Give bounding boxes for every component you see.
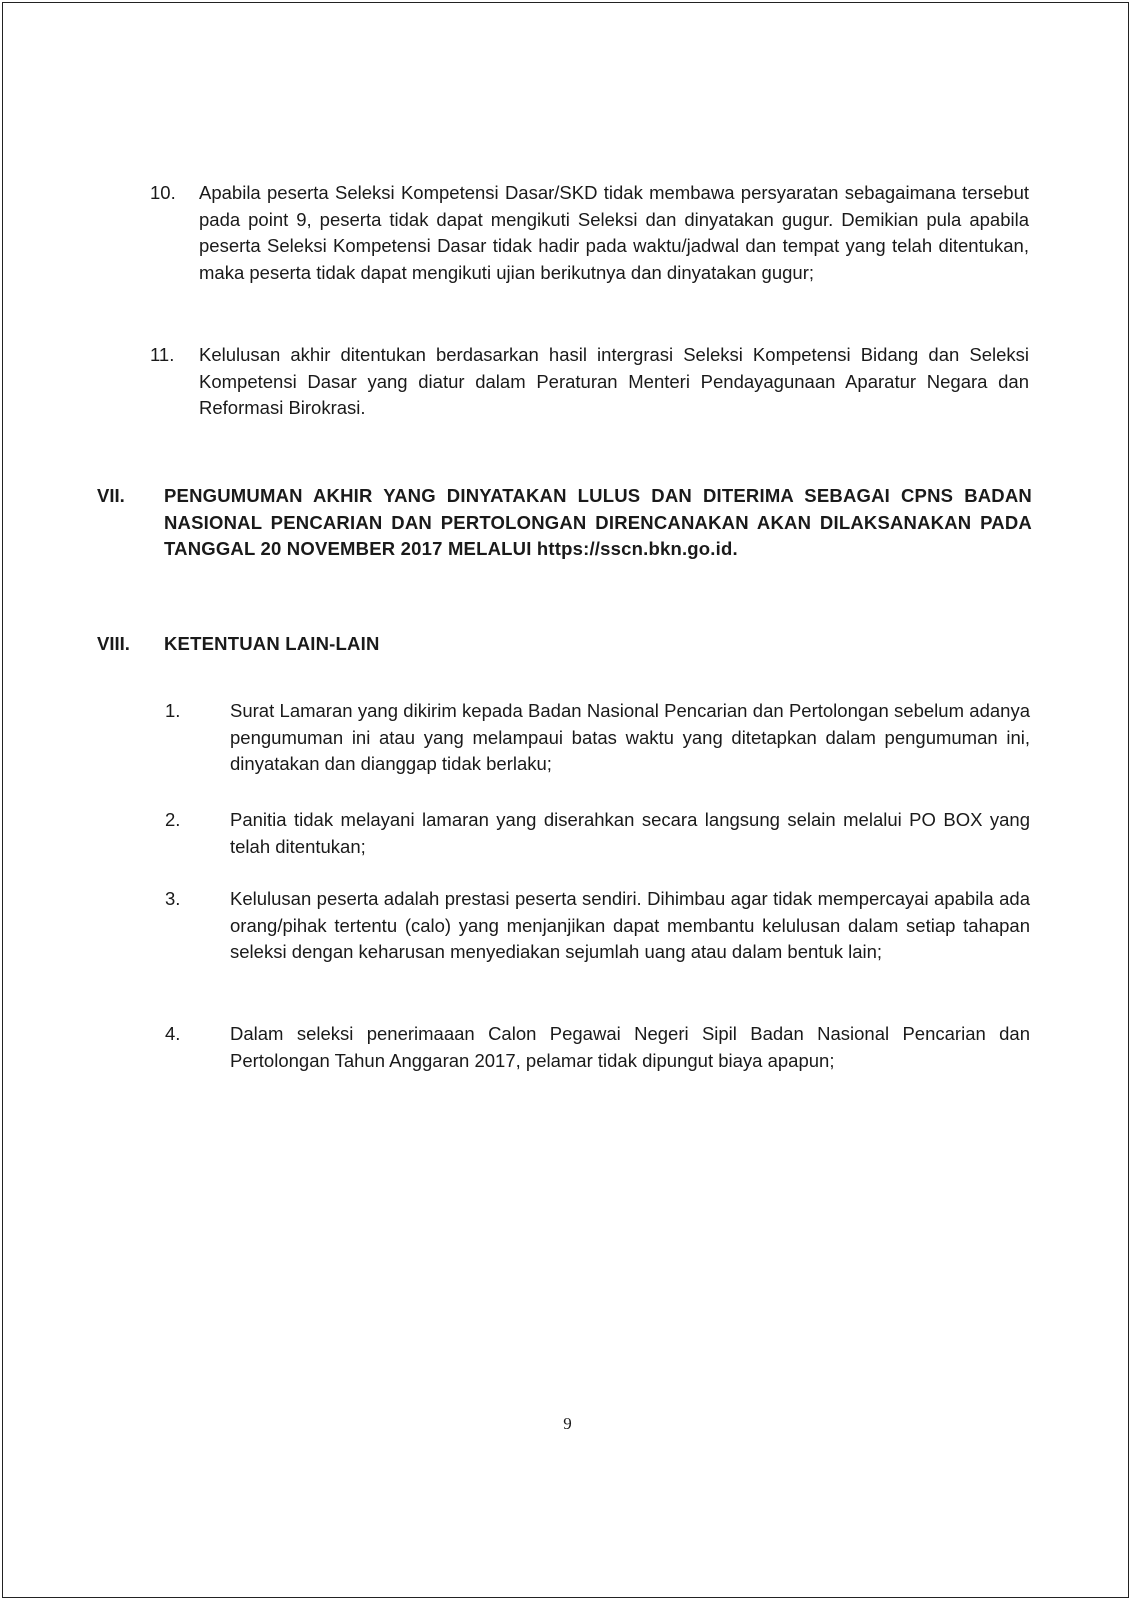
list-item-number: 4. (165, 1023, 181, 1044)
list-item-number: 11. (150, 344, 175, 365)
section-numeral: VII. (97, 485, 125, 506)
list-item-number: 3. (165, 888, 181, 909)
list-item-number: 2. (165, 809, 181, 830)
list-item-text: Panitia tidak melayani lamaran yang diserahkan secara langsung selain melalui PO BOX yang telah ditentukan; (230, 809, 1030, 857)
list-item-number: 1. (165, 700, 181, 721)
section-heading: PENGUMUMAN AKHIR YANG DINYATAKAN LULUS DAN DITERIMA SEBAGAI CPNS BADAN NASIONAL PENCARIAN DAN PERTOLONGAN DIRENCANAKAN AKAN DILAKSANAKAN PADA TANGGAL 20 NOVEMBER 2017 MELALUI https://sscn.bkn.go.id. (164, 485, 1032, 559)
list-item-text: Apabila peserta Seleksi Kompetensi Dasar/SKD tidak membawa persyaratan sebagaimana tersebut pada point 9, peserta tidak dapat mengikuti Seleksi dan dinyatakan gugur. Demikian pula apabila peserta Seleksi Kompetensi Dasar tidak hadir pada waktu/jadwal dan tempat yang telah ditentukan, maka peserta tidak dapat mengikuti ujian berikutnya dan dinyatakan gugur; (199, 182, 1029, 283)
list-item-text: Surat Lamaran yang dikirim kepada Badan Nasional Pencarian dan Pertolongan sebelum adanya pengumuman ini atau yang melampaui batas waktu yang ditetapkan dalam pengumuman ini, dinyatakan dan dianggap tidak berlaku; (230, 700, 1030, 774)
section-numeral: VIII. (97, 633, 130, 654)
list-item-number: 10. (150, 182, 176, 203)
list-item-text: Dalam seleksi penerimaaan Calon Pegawai Negeri Sipil Badan Nasional Pencarian dan Pertolongan Tahun Anggaran 2017, pelamar tidak dipungut biaya apapun; (230, 1023, 1030, 1071)
page-number: 9 (563, 1414, 572, 1433)
list-item-text: Kelulusan akhir ditentukan berdasarkan hasil intergrasi Seleksi Kompetensi Bidang dan Seleksi Kompetensi Dasar yang diatur dalam Peraturan Menteri Pendayagunaan Aparatur Negara dan Reformasi Birokrasi. (199, 344, 1029, 418)
list-item-text: Kelulusan peserta adalah prestasi peserta sendiri. Dihimbau agar tidak mempercayai apabila ada orang/pihak tertentu (calo) yang menjanjikan dapat membantu kelulusan dalam setiap tahapan seleksi dengan keharusan menyediakan sejumlah uang atau dalam bentuk lain; (230, 888, 1030, 962)
section-heading: KETENTUAN LAIN-LAIN (164, 633, 380, 654)
